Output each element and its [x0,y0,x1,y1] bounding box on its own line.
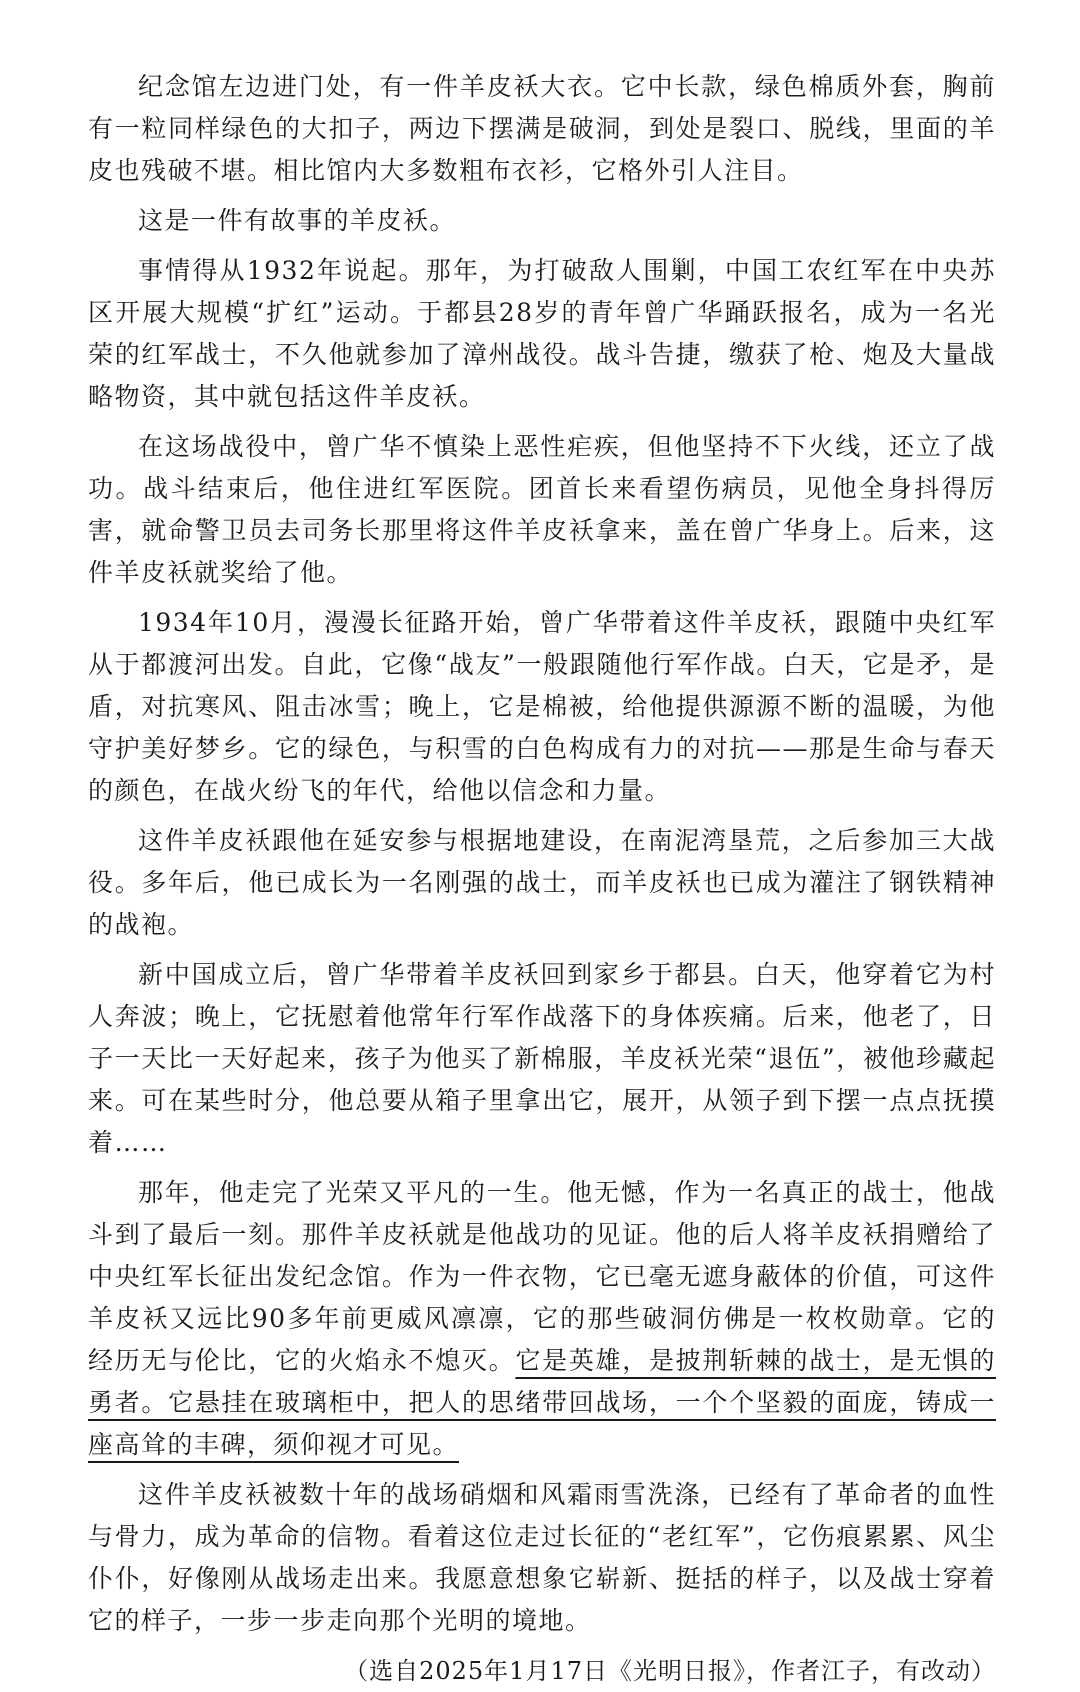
paragraph-8 [88,1172,996,1466]
source-citation: （选自2025年1月17日《光明日报》，作者江子，有改动） [344,1657,996,1685]
paragraph-1: 纪念馆左边进门处，有一件羊皮袄大衣。它中长款，绿色棉质外套，胸前有一粒同样绿色的大扣子，两边下摆满是破洞，到处是裂口、脱线，里面的羊皮也残破不堪。相比馆内大多数粗布衣衫，它格外引人注目。 [88,72,996,185]
paragraph-5: 1934年10月，漫漫长征路开始，曾广华带着这件羊皮袄，跟随中央红军从于都渡河出发。自此，它像“战友”一般跟随他行军作战。白天，它是矛，是盾，对抗寒风、阻击冰雪；晚上，它是棉被，给他提供源源不断的温暖，为他守护美好梦乡。它的绿色，与积雪的白色构成有力的对抗——那是生命与春天的颜色，在战火纷飞的年代，给他以信念和力量。 [88,608,996,805]
paragraph-2: 这是一件有故事的羊皮袄。 [138,206,457,235]
paragraph-3: 事情得从1932年说起。那年，为打破敌人围剿，中国工农红军在中央苏区开展大规模“扩红”运动。于都县28岁的青年曾广华踊跃报名，成为一名光荣的红军战士，不久他就参加了漳州战役。战斗告捷，缴获了枪、炮及大量战略物资，其中就包括这件羊皮袄。 [88,256,996,411]
paragraph-7: 新中国成立后，曾广华带着羊皮袄回到家乡于都县。白天，他穿着它为村人奔波；晚上，它抚慰着他常年行军作战落下的身体疾痛。后来，他老了，日子一天比一天好起来，孩子为他买了新棉服，羊皮袄光荣“退伍”，被他珍藏起来。可在某些时分，他总要从箱子里拿出它，展开，从领子到下摆一点点抚摸着…… [88,960,996,1157]
paragraph-8-text: 那年，他走完了光荣又平凡的一生。他无憾，作为一名真正的战士，他战斗到了最后一刻。那件羊皮袄就是他战功的见证。他的后人将羊皮袄捐赠给了中央红军长征出发纪念馆。作为一件衣物，它已毫无遮身蔽体的价值，可这件羊皮袄又远比90多年前更威风凛凛，它的那些破洞仿佛是一枚枚勋章。它的经历无与伦比，它的火焰永不熄灭。 [88,1178,996,1375]
underlined-sentence: 它是英雄，是披荆斩棘的战士，是无惧的勇者。它悬挂在玻璃柜中，把人的思绪带回战场，一个个坚毅的面庞，铸成一座高耸的丰碑，须仰视才可见。 [88,1346,996,1459]
paragraph-6: 这件羊皮袄跟他在延安参与根据地建设，在南泥湾垦荒，之后参加三大战役。多年后，他已成长为一名刚强的战士，而羊皮袄也已成为灌注了钢铁精神的战袍。 [88,826,996,939]
paragraph-9: 这件羊皮袄被数十年的战场硝烟和风霜雨雪洗涤，已经有了革命者的血性与骨力，成为革命的信物。看着这位走过长征的“老红军”，它伤痕累累、风尘仆仆，好像刚从战场走出来。我愿意想象它崭新、挺括的样子，以及战士穿着它的样子，一步一步走向那个光明的境地。 [88,1480,996,1635]
paragraph-4: 在这场战役中，曾广华不慎染上恶性疟疾，但他坚持不下火线，还立了战功。战斗结束后，他住进红军医院。团首长来看望伤病员，见他全身抖得厉害，就命警卫员去司务长那里将这件羊皮袄拿来，盖在曾广华身上。后来，这件羊皮袄就奖给了他。 [88,432,996,587]
